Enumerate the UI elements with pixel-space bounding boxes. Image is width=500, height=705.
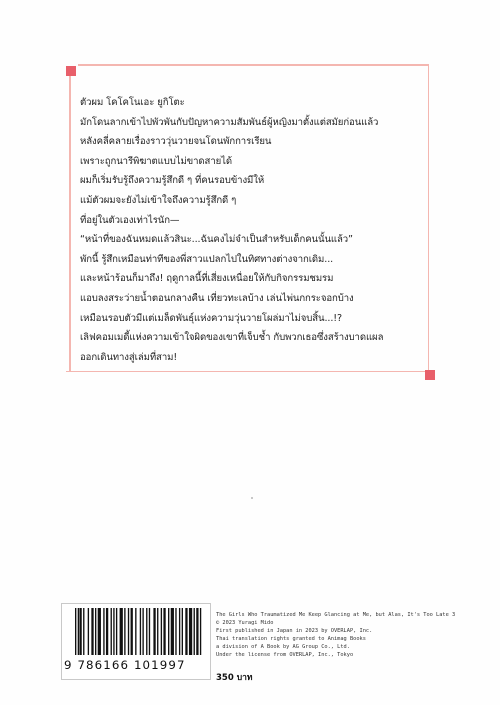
isbn-number: 9 786166 101997 xyxy=(64,658,186,672)
barcode-bar xyxy=(146,608,147,655)
barcode-bar xyxy=(78,608,79,655)
barcode-bar xyxy=(161,608,162,655)
barcode-bar xyxy=(88,608,89,655)
barcode-bar xyxy=(140,608,141,655)
frame-top-line xyxy=(78,64,429,66)
synopsis-line: ผมก็เริ่มรับรู้ถึงความรู้สึกดี ๆ ที่คนรอบข้างมีให้ xyxy=(80,175,265,187)
barcode-bar xyxy=(116,608,117,655)
copyright-line: Thai translation rights granted to Animag Books xyxy=(216,635,366,642)
frame-bottom-line xyxy=(66,371,429,373)
barcode-bar xyxy=(131,608,133,655)
barcode-bar xyxy=(135,608,136,655)
barcode-bar xyxy=(175,608,176,655)
synopsis-line: หลังคลี่คลายเรื่องราววุ่นวายจนโดนพักการเรียน xyxy=(80,136,272,148)
barcode-bar xyxy=(128,608,129,655)
isbn-barcode xyxy=(75,608,203,655)
barcode-bar xyxy=(75,608,76,655)
barcode-bar xyxy=(182,608,183,655)
synopsis-text xyxy=(80,93,430,367)
barcode-bar xyxy=(113,608,114,655)
synopsis-line: ที่อยู่ในตัวเองเท่าไรนัก— xyxy=(80,214,180,226)
barcode-bar xyxy=(91,608,93,655)
barcode-bar xyxy=(79,608,81,655)
barcode-bar xyxy=(124,608,125,655)
barcode-bar xyxy=(171,608,174,655)
synopsis-line: ตัวผม โคโคโนเอะ ยูกิโตะ xyxy=(80,97,185,108)
barcode-bar xyxy=(179,608,180,655)
barcode-bar xyxy=(106,608,108,655)
synopsis-line: พักนี้ รู้สึกเหมือนท่าทีของพี่สาวแปลกไปในทิศทางต่างจากเดิม... xyxy=(80,253,334,265)
barcode-bar xyxy=(168,608,169,655)
barcode-bar xyxy=(98,608,101,655)
copyright-line: The Girls Who Traumatized Me Keep Glancing at Me, but Alas, It's Too Late 3 xyxy=(216,612,456,618)
barcode-bar xyxy=(194,608,195,655)
copyright-line: First published in Japan in 2023 by OVERLAP, Inc. xyxy=(216,627,373,634)
barcode-panel xyxy=(61,603,211,680)
barcode-bar xyxy=(163,608,165,655)
corner-square-top-left xyxy=(66,66,76,76)
synopsis-line: มักโดนลากเข้าไปพัวพันกับปัญหาความสัมพันธ์ผู้หญิงมาตั้งแต่สมัยก่อนแล้ว xyxy=(80,116,379,128)
barcode-bar xyxy=(157,608,158,655)
copyright-line: © 2023 Yuragi Mido xyxy=(216,619,274,626)
barcode-bar xyxy=(185,608,187,655)
barcode-bar xyxy=(120,608,123,655)
synopsis-line: เหมือนรอบตัวมีแต่เมล็ดพันธุ์แห่งความวุ่นวายโผล่มาไม่จบสิ้น...!? xyxy=(80,312,343,324)
copyright-block xyxy=(216,612,486,659)
barcode-bar xyxy=(95,608,96,655)
barcode-bar xyxy=(200,608,201,655)
barcode-bar xyxy=(111,608,112,655)
synopsis-line: ออกเดินทางสู่เล่มที่สาม! xyxy=(80,351,178,363)
copyright-line: a division of A Book by AG Group Co., Ltd. xyxy=(216,643,350,650)
price-label: 350 บาท xyxy=(216,673,253,683)
barcode-bar xyxy=(83,608,84,655)
print-speck xyxy=(251,497,253,499)
barcode-bar xyxy=(189,608,192,655)
corner-square-bottom-right xyxy=(425,370,435,380)
synopsis-line: และหน้าร้อนก็มาถึง! ฤดูกาลนี้ที่เสี่ยงเหนื่อยให้กับกิจกรรมชมรม xyxy=(80,273,334,285)
synopsis-line: เพราะถูกนารีพิฆาตแบบไม่ขาดสายได้ xyxy=(80,155,232,167)
synopsis-line: แม้ตัวผมจะยังไม่เข้าใจถึงความรู้สึกดี ๆ xyxy=(80,194,237,206)
barcode-bar xyxy=(103,608,104,655)
copyright-line: Under the license from OVERLAP, Inc., Tokyo xyxy=(216,651,354,658)
barcode-bar xyxy=(153,608,155,655)
barcode-bar xyxy=(142,608,143,655)
barcode-bar xyxy=(196,608,198,655)
barcode-bar xyxy=(149,608,150,655)
frame-left-line xyxy=(69,70,71,372)
synopsis-line: เลิฟคอมเมดี้แห่งความเข้าใจผิดของเขาที่เจ็บช้ำ กับพวกเธอซึ่งสร้างบาดแผล xyxy=(80,332,384,344)
synopsis-line: “หน้าที่ของฉันหมดแล้วสินะ...ฉันคงไม่จำเป็นสำหรับเด็กคนนั้นแล้ว” xyxy=(80,234,353,246)
synopsis-line: แอบลงสระว่ายน้ำตอนกลางคืน เที่ยวทะเลบ้าง เล่นไพ่นกกระจอกบ้าง xyxy=(80,292,354,304)
